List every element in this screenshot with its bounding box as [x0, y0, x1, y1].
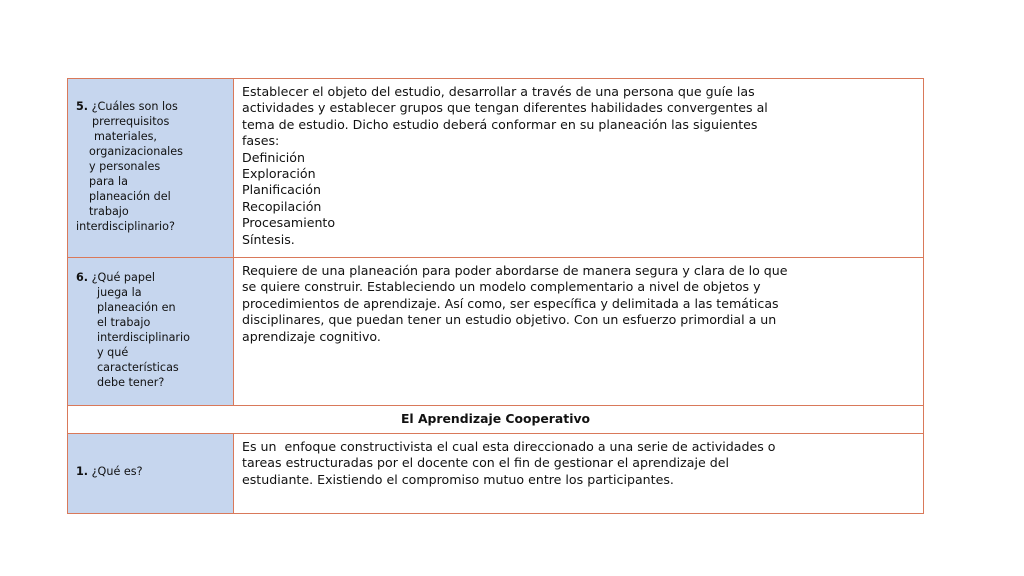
answer-cell	[234, 434, 924, 514]
question-line: prerrequisitos	[92, 115, 170, 128]
question-line: planeación en	[97, 301, 176, 314]
question-line-text: ¿Cuáles son los	[91, 100, 178, 113]
answer-line: Requiere de una planeación para poder abordarse de manera segura y clara de lo que	[242, 263, 788, 278]
answer-line: Procesamiento	[242, 215, 336, 231]
answer-line: Definición	[242, 149, 305, 165]
answer-line: aprendizaje cognitivo.	[242, 328, 381, 344]
question-text-q5	[68, 79, 233, 234]
answer-cell	[234, 258, 924, 406]
question-number: 1.	[76, 465, 89, 478]
question-line	[76, 464, 227, 479]
table-row	[68, 79, 924, 258]
answer-line: Planificación	[242, 182, 321, 198]
answer-line: tema de estudio. Dicho estudio deberá conformar en su planeación las siguientes	[242, 116, 758, 132]
answer-line: procedimientos de aprendizaje. Así como, ser específica y delimitada a las temáticas	[242, 295, 779, 311]
question-line: planeación del	[89, 190, 171, 203]
question-number: 6.	[76, 271, 89, 284]
question-line: debe tener?	[97, 376, 165, 389]
table-row	[68, 406, 924, 434]
question-text-q6	[68, 258, 233, 390]
question-line: organizacionales	[89, 145, 184, 158]
answer-cell	[234, 79, 924, 258]
question-text-q1	[68, 434, 233, 479]
question-line: juega la	[97, 286, 142, 299]
question-line: y personales	[89, 160, 161, 173]
question-line: el trabajo	[97, 316, 151, 329]
question-line: interdisciplinario?	[76, 220, 175, 233]
question-line: características	[97, 361, 179, 374]
answer-line: Es un enfoque constructivista el cual esta direccionado a una serie de actividades o	[242, 439, 776, 454]
answer-line: actividades y establecer grupos que tengan diferentes habilidades convergentes al	[242, 100, 768, 116]
answer-line: disciplinares, que puedan tener un estudio objetivo. Con un esfuerzo primordial a un	[242, 312, 777, 328]
answer-line: tareas estructuradas por el docente con el fin de gestionar el aprendizaje del	[242, 455, 729, 471]
question-cell	[68, 79, 234, 258]
answer-line: Exploración	[242, 166, 316, 182]
section-title: El Aprendizaje Cooperativo	[68, 406, 924, 434]
question-line: para la	[89, 175, 128, 188]
answer-line: Recopilación	[242, 198, 322, 214]
question-line	[76, 99, 227, 114]
question-line-text: ¿Qué es?	[91, 465, 143, 478]
answer-line: Síntesis.	[242, 231, 295, 247]
question-line	[76, 270, 227, 285]
question-number: 5.	[76, 100, 89, 113]
question-cell	[68, 258, 234, 406]
question-line: y qué	[97, 346, 129, 359]
content-table	[67, 78, 924, 514]
answer-line: estudiante. Existiendo el compromiso mutuo entre los participantes.	[242, 471, 674, 487]
answer-line: Establecer el objeto del estudio, desarrollar a través de una persona que guíe las	[242, 84, 755, 99]
table-row	[68, 434, 924, 514]
question-line: materiales,	[94, 130, 157, 143]
question-line-text: ¿Qué papel	[91, 271, 155, 284]
table-row	[68, 258, 924, 406]
answer-line: fases:	[242, 133, 280, 149]
question-line: interdisciplinario	[97, 331, 190, 344]
question-line: trabajo	[89, 205, 129, 218]
answer-line: se quiere construir. Estableciendo un modelo complementario a nivel de objetos y	[242, 279, 761, 295]
question-cell	[68, 434, 234, 514]
